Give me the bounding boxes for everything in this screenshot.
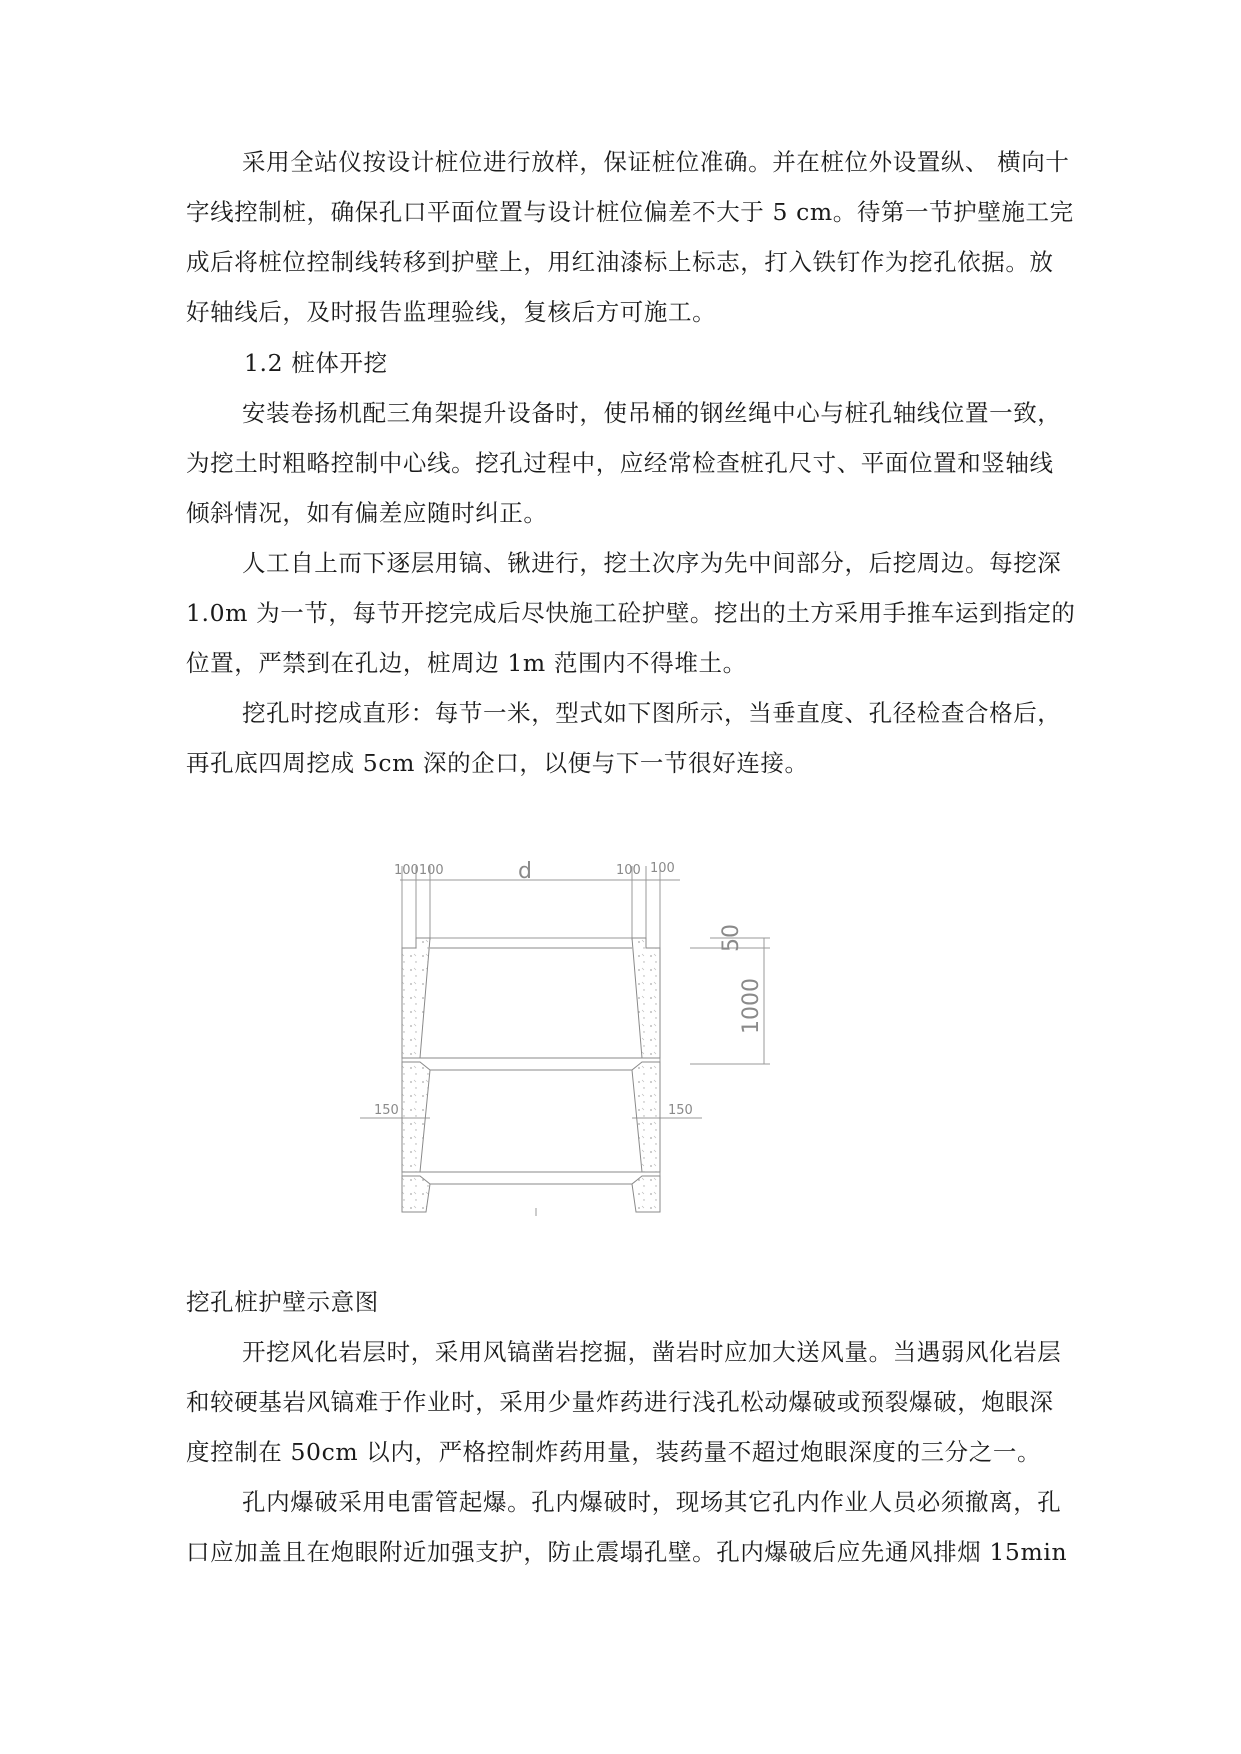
paragraph-straight-shape bbox=[186, 688, 1092, 788]
paragraph-weathered-rock bbox=[186, 1327, 1092, 1477]
dim-label-top-left: 100100 bbox=[394, 863, 444, 878]
wall-segment-upper bbox=[402, 938, 660, 1058]
figure-caption: 挖孔桩护壁示意图 bbox=[186, 1288, 379, 1316]
text-line: 位置，严禁到在孔边，桩周边 1m 范围内不得堆土。 bbox=[186, 649, 747, 677]
wall-segment-bottom bbox=[402, 1176, 660, 1212]
dim-label-top-right-b: 100 bbox=[650, 861, 675, 876]
text-line: 好轴线后，及时报告监理验线，复核后方可施工。 bbox=[186, 298, 717, 326]
paragraph-excavation-order bbox=[186, 538, 1092, 688]
dim-label-right-large: 1000 bbox=[739, 978, 764, 1034]
paragraph-survey-layout bbox=[186, 137, 1092, 337]
wall-segment-lower bbox=[402, 1062, 660, 1172]
paragraph-hoist-setup bbox=[186, 388, 1092, 538]
dim-label-right-mid: 150 bbox=[668, 1103, 693, 1118]
text-line: 字线控制桩，确保孔口平面位置与设计桩位偏差不大于 5 cm。待第一节护壁施工完 bbox=[186, 198, 1074, 226]
text-line: 挖孔时挖成直形：每节一米，型式如下图所示，当垂直度、孔径检查合格后， bbox=[242, 699, 1062, 727]
text-line: 成后将桩位控制线转移到护壁上，用红油漆标上标志，打入铁钉作为挖孔依据。放 bbox=[186, 248, 1054, 276]
dim-label-top-right-a: 100 bbox=[616, 863, 641, 878]
text-line: 孔内爆破采用电雷管起爆。孔内爆破时，现场其它孔内作业人员必须撤离，孔 bbox=[242, 1488, 1062, 1516]
text-line: 安装卷扬机配三角架提升设备时，使吊桶的钢丝绳中心与桩孔轴线位置一致， bbox=[242, 399, 1062, 427]
section-heading: 1.2 桩体开挖 bbox=[244, 349, 388, 377]
dim-label-top-center: d bbox=[518, 859, 532, 884]
text-line: 倾斜情况，如有偏差应随时纠正。 bbox=[186, 499, 548, 527]
text-line: 口应加盖且在炮眼附近加强支护，防止震塌孔壁。孔内爆破后应先通风排烟 15min bbox=[186, 1538, 1068, 1566]
paragraph-blasting bbox=[186, 1477, 1092, 1577]
retaining-wall-diagram bbox=[374, 840, 880, 1230]
dim-label-right-small: 50 bbox=[719, 924, 744, 952]
text-line: 再孔底四周挖成 5cm 深的企口，以便与下一节很好连接。 bbox=[186, 749, 809, 777]
text-line: 采用全站仪按设计桩位进行放样，保证桩位准确。并在桩位外设置纵、 横向十 bbox=[242, 148, 1070, 176]
dim-label-left-mid: 150 bbox=[374, 1103, 399, 1118]
text-line: 度控制在 50cm 以内，严格控制炸药用量，装药量不超过炮眼深度的三分之一。 bbox=[186, 1438, 1042, 1466]
text-line: 人工自上而下逐层用镐、锹进行，挖土次序为先中间部分，后挖周边。每挖深 bbox=[242, 549, 1062, 577]
text-line: 和较硬基岩风镐难于作业时，采用少量炸药进行浅孔松动爆破或预裂爆破，炮眼深 bbox=[186, 1388, 1054, 1416]
text-line: 开挖风化岩层时，采用风镐凿岩挖掘，凿岩时应加大送风量。当遇弱风化岩层 bbox=[242, 1338, 1062, 1366]
text-line: 为挖土时粗略控制中心线。挖孔过程中，应经常检查桩孔尺寸、平面位置和竖轴线 bbox=[186, 449, 1054, 477]
text-line: 1.0m 为一节，每节开挖完成后尽快施工砼护壁。挖出的土方采用手推车运到指定的 bbox=[186, 599, 1076, 627]
